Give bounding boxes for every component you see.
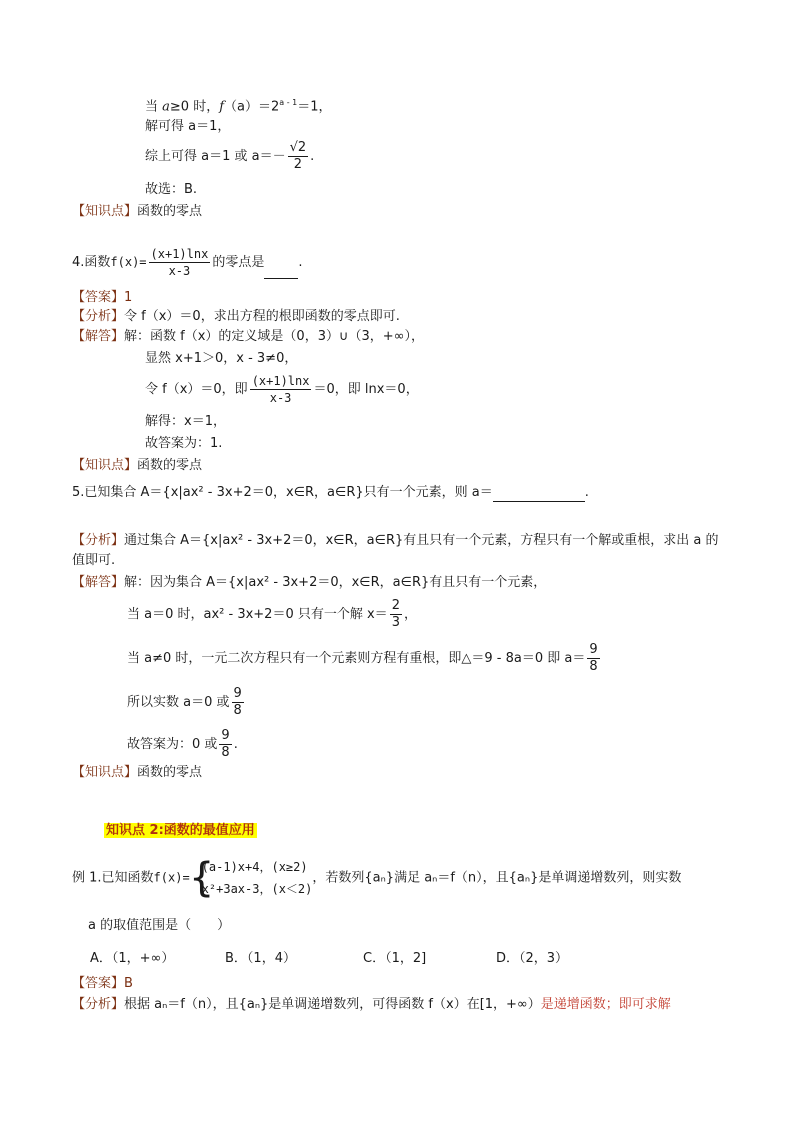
solution-line: 当 a≥0 时，$f(a)=2^{a - 1}=1$， <box>145 98 332 115</box>
solution-line: 解得：x＝1， <box>145 414 226 429</box>
option-d: D．（2，3） <box>496 951 569 966</box>
solution-line: 【解答】解：函数 f（x）的定义域是（0，3）∪（3，+∞）， <box>72 329 424 344</box>
solution-line: 综上可得 a＝1 或 a＝－ $\frac{√2}{2}$ . <box>145 140 315 172</box>
answer-line: 【答案】1 <box>72 290 133 305</box>
solution-line: 故选：B. <box>145 182 198 197</box>
fraction: $\frac{√2}{2}$ <box>289 140 307 172</box>
section-title: 知识点 2:函数的最值应用 <box>106 823 255 838</box>
fraction: $\frac{9}{8}$ <box>221 728 230 760</box>
question-5: 5.已知集合 A＝{x|ax² - 3x+2＝0，x∈R，a∈R}只有一个元素，则 a＝ . <box>72 485 589 500</box>
analysis-line: 【分析】根据 aₙ＝f（n），且{aₙ}是单调递增数列，可得函数 f（x）在[1，+∞）是递增函数；即可求解 <box>72 997 671 1012</box>
brace-symbol: { <box>189 855 214 901</box>
solution-line: 【解答】解：因为集合 A＝{x|ax² - 3x+2＝0，x∈R，a∈R}有且只有一个元素， <box>72 575 547 590</box>
fraction: $\frac{9}{8}$ <box>589 642 598 674</box>
question-4: 4.函数f(x)= $\frac{(x+1)\ln x}{x-3}$ 的零点是 . <box>72 247 303 278</box>
solution-line: 令 f（x）＝0，即 $\frac{(x+1)\ln x}{x-3}$ ＝0，即 lnx＝0， <box>145 374 419 405</box>
solution-line: 显然 x+1＞0，x - 3≠0， <box>145 351 298 366</box>
solution-line: 当 a＝0 时，ax² - 3x+2＝0 只有一个解 x＝ $\frac{2}{3}$ ， <box>127 598 417 630</box>
knowledge-point: 【知识点】函数的零点 <box>72 458 203 473</box>
answer-blank <box>264 260 298 279</box>
knowledge-point: 【知识点】函数的零点 <box>72 204 203 219</box>
option-b: B．（1，4） <box>225 951 296 966</box>
solution-line: 所以实数 a＝0 或 $\frac{9}{8}$ <box>127 686 242 718</box>
analysis-line: 【分析】通过集合 A＝{x|ax² - 3x+2＝0，x∈R，a∈R}有且只有一个元素，方程只有一个解或重根，求出 a 的 <box>72 533 719 548</box>
example-1: 例 1.已知函数f(x)= { (a-1)x+4，(x≥2) x²+3ax-3，(x＜2) ，若数列{aₙ}满足 aₙ＝f（n），且{aₙ}是单调递增数列，则实数 <box>72 855 682 901</box>
fraction: $\frac{2}{3}$ <box>391 598 400 630</box>
analysis-line: 【分析】令 f（x）＝0，求出方程的根即函数的零点即可. <box>72 309 400 324</box>
option-c: C．（1，2] <box>363 951 427 966</box>
analysis-line: 值即可. <box>72 553 116 568</box>
solution-line: 解可得 a＝1， <box>145 119 231 134</box>
knowledge-point: 【知识点】函数的零点 <box>72 765 203 780</box>
example-line: a 的取值范围是（ ） <box>88 918 231 933</box>
option-a: A．（1，+∞） <box>90 951 175 966</box>
answer-line: 【答案】B <box>72 976 133 991</box>
solution-line: 故答案为：1. <box>145 436 223 451</box>
solution-line: 当 a≠0 时，一元二次方程只有一个元素则方程有重根，即△＝9 - 8a＝0 即 a＝ $\frac{9}{8}$ <box>127 642 598 674</box>
fraction: $\frac{(x+1)\ln x}{x-3}$ <box>150 247 209 278</box>
fraction: $\frac{(x+1)\ln x}{x-3}$ <box>251 374 310 405</box>
piecewise-function: { (a-1)x+4，(x≥2) x²+3ax-3，(x＜2) <box>189 855 313 901</box>
solution-line: 故答案为：0 或 $\frac{9}{8}$ . <box>127 728 238 760</box>
answer-blank <box>493 483 585 502</box>
fraction: $\frac{9}{8}$ <box>233 686 242 718</box>
